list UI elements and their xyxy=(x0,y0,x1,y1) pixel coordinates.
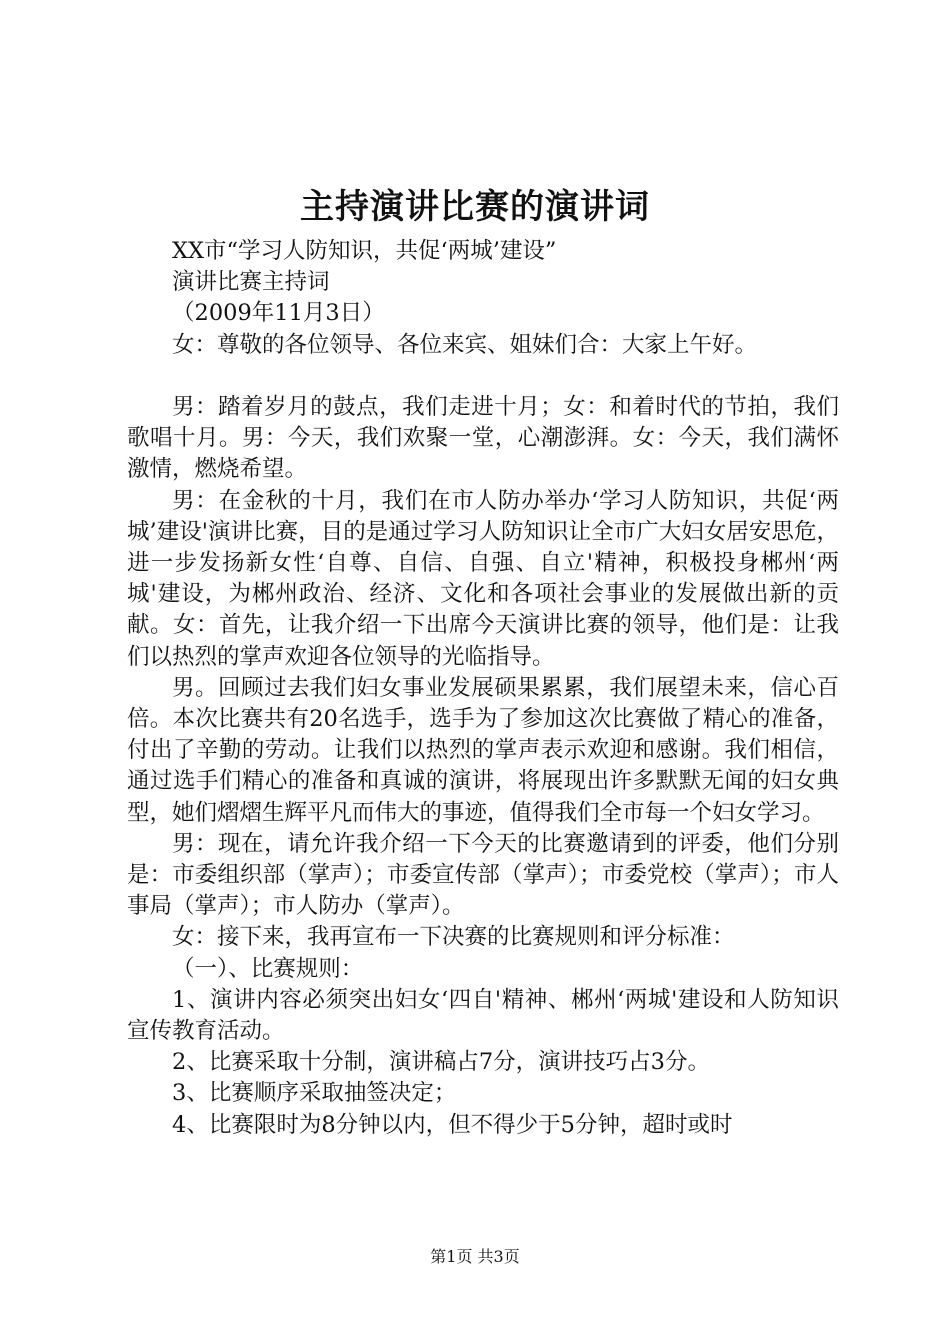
paragraph: 男：在金秋的十月，我们在市人防办举办‘学习人防知识，共促‘两城’建设'演讲比赛，目的是通过学习人防知识让全市广大妇女居安思危，进一步发扬新女性‘自尊、自信、自强、自立'精神，积极投身郴州‘两城'建设，为郴州政治、经济、文化和各项社会事业的发展做出新的贡献。女：首先，让我介绍一下出席今天演讲比赛的领导，他们是：让我们以热烈的掌声欢迎各位领导的光临指导。 xyxy=(127,487,839,670)
heading-line-3: （2009年11月3日） xyxy=(172,300,385,327)
paragraph-greeting: 女：尊敬的各位领导、各位来宾、姐妹们合：大家上午好。 xyxy=(172,331,758,358)
rule-item: 3、比赛顺序采取抽签决定； xyxy=(172,1080,457,1107)
rule-item: 4、比赛限时为8分钟以内，但不得少于5分钟，超时或时 xyxy=(172,1111,733,1138)
paragraph: 男。回顾过去我们妇女事业发展硕果累累，我们展望未来，信心百倍。本次比赛共有20名选手，选手为了参加这次比赛做了精心的准备，付出了辛勤的劳动。让我们以热烈的掌声表示欢迎和感谢。我们相信，通过选手们精心的准备和真诚的演讲，将展现出许多默默无闻的妇女典型，她们熠熠生辉平凡而伟大的事迹，值得我们全市每一个妇女学习。 xyxy=(127,674,839,826)
heading-line-2: 演讲比赛主持词 xyxy=(172,269,330,296)
section-heading: （一）、比赛规则： xyxy=(172,955,364,982)
document-title: 主持演讲比赛的演讲词 xyxy=(300,187,650,227)
paragraph: 男：踏着岁月的鼓点，我们走进十月；女：和着时代的节拍，我们歌唱十月。男：今天，我们欢聚一堂，心潮澎湃。女：今天，我们满怀激情，燃烧希望。 xyxy=(127,394,839,483)
paragraph: 男：现在，请允许我介绍一下今天的比赛邀请到的评委，他们分别是：市委组织部（掌声）；市委宣传部（掌声）；市委党校（掌声）；市人事局（掌声）；市人防办（掌声）。 xyxy=(127,830,839,920)
paragraph: 女：接下来，我再宣布一下决赛的比赛规则和评分标准： xyxy=(172,924,735,951)
heading-line-1: XX市“学习人防知识，共促‘两城’建设” xyxy=(172,238,557,264)
rule-item: 2、比赛采取十分制，演讲稿占7分，演讲技巧占3分。 xyxy=(172,1049,710,1076)
blank-line xyxy=(127,361,839,392)
page-footer: 第1页 共3页 xyxy=(430,1247,520,1266)
document-body xyxy=(127,236,839,1141)
rule-item: 1、演讲内容必须突出妇女‘四自'精神、郴州‘两城'建设和人防知识宣传教育活动。 xyxy=(127,986,839,1045)
